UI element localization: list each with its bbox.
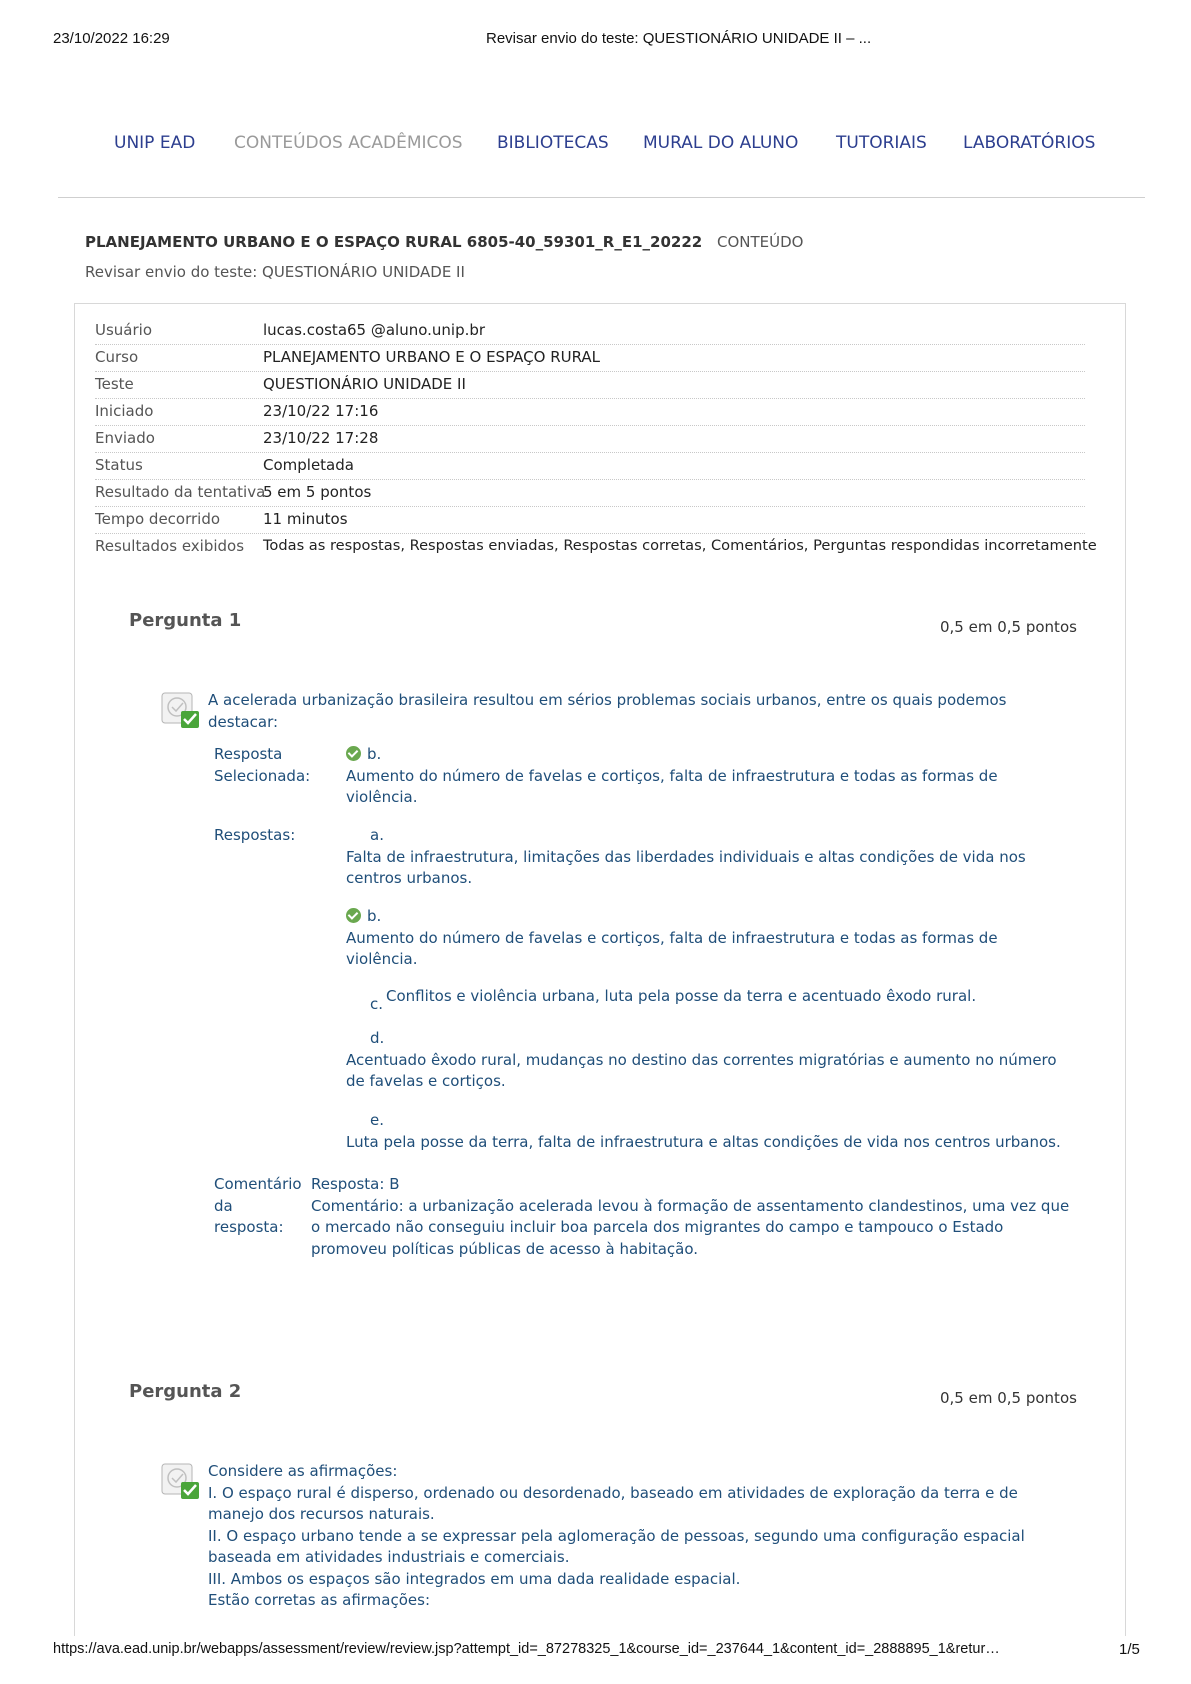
label-line: Selecionada: bbox=[214, 766, 311, 785]
option-text: violência. bbox=[346, 950, 418, 968]
info-key: Resultado da tentativa bbox=[95, 483, 266, 501]
info-row-status bbox=[95, 452, 1085, 480]
nav-bibliotecas[interactable]: BIBLIOTECAS bbox=[497, 133, 609, 153]
option-text: Aumento do número de favelas e cortiços, falta de infraestrutura e todas as formas de bbox=[346, 928, 998, 947]
statement-line: A acelerada urbanização brasileira resultou em sérios problemas sociais urbanos, entre os quais podemos bbox=[208, 691, 1007, 709]
option-letter: d. bbox=[370, 1029, 385, 1047]
info-row-curso bbox=[95, 344, 1085, 372]
option-c: Conflitos e violência urbana, luta pela posse da terra e acentuado êxodo rural. bbox=[386, 987, 977, 1005]
question-2-title: Pergunta 2 bbox=[129, 1381, 242, 1402]
print-datetime: 23/10/2022 16:29 bbox=[53, 30, 170, 47]
nav-mural-do-aluno[interactable]: MURAL DO ALUNO bbox=[643, 133, 799, 153]
option-text: Acentuado êxodo rural, mudanças no destino das correntes migratórias e aumento no número bbox=[346, 1050, 1057, 1069]
statement-line: baseada em atividades industriais e comerciais. bbox=[208, 1548, 570, 1566]
question-2-statement bbox=[208, 1461, 1028, 1612]
question-1-points: 0,5 em 0,5 pontos bbox=[940, 618, 1077, 636]
option-letter: e. bbox=[370, 1111, 384, 1129]
info-row-usuario bbox=[95, 317, 1085, 345]
info-row-iniciado bbox=[95, 398, 1085, 426]
nav-conteudos-academicos[interactable]: CONTEÚDOS ACADÊMICOS bbox=[234, 133, 463, 153]
question-1-title: Pergunta 1 bbox=[129, 610, 242, 631]
statement-line: manejo dos recursos naturais. bbox=[208, 1505, 435, 1523]
comment-line: promoveu políticas públicas de acesso à habitação. bbox=[311, 1239, 699, 1258]
option-letter: a. bbox=[370, 826, 384, 844]
nav-unip-ead[interactable]: UNIP EAD bbox=[114, 133, 196, 153]
statement-line: II. O espaço urbano tende a se expressar pela aglomeração de pessoas, segundo uma configuração espacial bbox=[208, 1526, 1025, 1545]
question-1-statement bbox=[208, 690, 1008, 733]
option-c-letter: c. bbox=[370, 995, 384, 1013]
info-value: lucas.costa65 @aluno.unip.br bbox=[263, 321, 486, 339]
info-value: 5 em 5 pontos bbox=[263, 483, 372, 501]
answer-line: Aumento do número de favelas e cortiços, falta de infraestrutura e todas as formas de bbox=[346, 766, 998, 785]
info-row-resultados-exibidos bbox=[95, 533, 1097, 560]
option-e bbox=[346, 1110, 1086, 1153]
option-text: Falta de infraestrutura, limitações das liberdades individuais e altas condições de vida nos bbox=[346, 847, 1026, 866]
info-row-enviado bbox=[95, 425, 1085, 453]
answer-line: violência. bbox=[346, 788, 418, 806]
print-footer-page: 1/5 bbox=[1119, 1641, 1140, 1658]
statement-line: Considere as afirmações: bbox=[208, 1462, 398, 1480]
info-row-resultado bbox=[95, 479, 1085, 507]
selected-letter: b. bbox=[367, 745, 382, 763]
info-key: Enviado bbox=[95, 429, 155, 447]
info-value: QUESTIONÁRIO UNIDADE II bbox=[263, 375, 466, 393]
option-a bbox=[346, 825, 1066, 890]
nav-divider bbox=[58, 197, 1145, 198]
option-text: de favelas e cortiços. bbox=[346, 1072, 506, 1090]
option-text: centros urbanos. bbox=[346, 869, 473, 887]
statement-line: I. O espaço rural é disperso, ordenado ou desordenado, baseado em atividades de exploração da terra e de bbox=[208, 1483, 1018, 1502]
info-value: PLANEJAMENTO URBANO E O ESPAÇO RURAL bbox=[263, 348, 601, 366]
correct-answer-icon bbox=[160, 1461, 200, 1501]
check-icon bbox=[346, 908, 361, 923]
option-d bbox=[346, 1028, 1066, 1093]
option-text: Luta pela posse da terra, falta de infraestrutura e altas condições de vida nos centros urbanos. bbox=[346, 1132, 1061, 1151]
info-key: Usuário bbox=[95, 321, 153, 339]
label-line: Comentário bbox=[214, 1175, 302, 1193]
breadcrumb: Revisar envio do teste: QUESTIONÁRIO UNIDADE II bbox=[85, 263, 465, 281]
label-line: resposta: bbox=[214, 1218, 284, 1236]
info-row-tempo bbox=[95, 506, 1085, 534]
top-nav bbox=[0, 133, 1191, 163]
label-line: Resposta bbox=[214, 745, 283, 763]
info-value: 11 minutos bbox=[263, 510, 348, 528]
info-value: Completada bbox=[263, 456, 354, 474]
nav-tutoriais[interactable]: TUTORIAIS bbox=[836, 133, 927, 153]
question-2-points: 0,5 em 0,5 pontos bbox=[940, 1389, 1077, 1407]
option-letter: b. bbox=[367, 907, 382, 925]
info-key: Curso bbox=[95, 348, 139, 366]
statement-line: III. Ambos os espaços são integrados em uma dada realidade espacial. bbox=[208, 1569, 741, 1588]
info-key: Teste bbox=[95, 375, 134, 393]
answers-label: Respostas: bbox=[214, 826, 296, 844]
statement-line: Estão corretas as afirmações: bbox=[208, 1591, 431, 1609]
answer-comment bbox=[311, 1174, 1081, 1260]
statement-line: destacar: bbox=[208, 712, 279, 731]
comment-line: Comentário: a urbanização acelerada levou à formação de assentamento clandestinos, uma vez que bbox=[311, 1196, 1070, 1215]
info-key: Status bbox=[95, 456, 143, 474]
check-icon bbox=[346, 746, 361, 761]
comment-label bbox=[214, 1174, 302, 1239]
course-title[interactable]: PLANEJAMENTO URBANO E O ESPAÇO RURAL 6805-40_59301_R_E1_20222 bbox=[85, 233, 703, 251]
comment-line: o mercado não conseguiu incluir boa parcela dos migrantes do campo e tampouco o Estado bbox=[311, 1218, 1004, 1236]
attempt-info-table bbox=[74, 303, 1126, 577]
print-footer-url: https://ava.ead.unip.br/webapps/assessment/review/review.jsp?attempt_id=_87278325_1&course_id=_237644_1&content_id=_2888895_1&retur… bbox=[53, 1641, 1000, 1657]
content-link[interactable]: CONTEÚDO bbox=[717, 233, 804, 251]
selected-answer bbox=[346, 744, 1066, 809]
info-key: Tempo decorrido bbox=[95, 510, 221, 528]
comment-line: Resposta: B bbox=[311, 1175, 400, 1193]
print-title: Revisar envio do teste: QUESTIONÁRIO UNIDADE II – ... bbox=[486, 30, 872, 47]
info-value: 23/10/22 17:28 bbox=[263, 429, 379, 447]
label-line: da bbox=[214, 1196, 233, 1215]
info-value: Todas as respostas, Respostas enviadas, Respostas corretas, Comentários, Perguntas respondidas incorretamente bbox=[263, 537, 1097, 554]
selected-answer-label bbox=[214, 744, 310, 787]
info-value: 23/10/22 17:16 bbox=[263, 402, 379, 420]
correct-answer-icon bbox=[160, 690, 200, 730]
nav-laboratorios[interactable]: LABORATÓRIOS bbox=[963, 133, 1096, 153]
info-row-teste bbox=[95, 371, 1085, 399]
info-key: Resultados exibidos bbox=[95, 537, 245, 555]
info-key: Iniciado bbox=[95, 402, 154, 420]
option-b bbox=[346, 906, 1066, 971]
